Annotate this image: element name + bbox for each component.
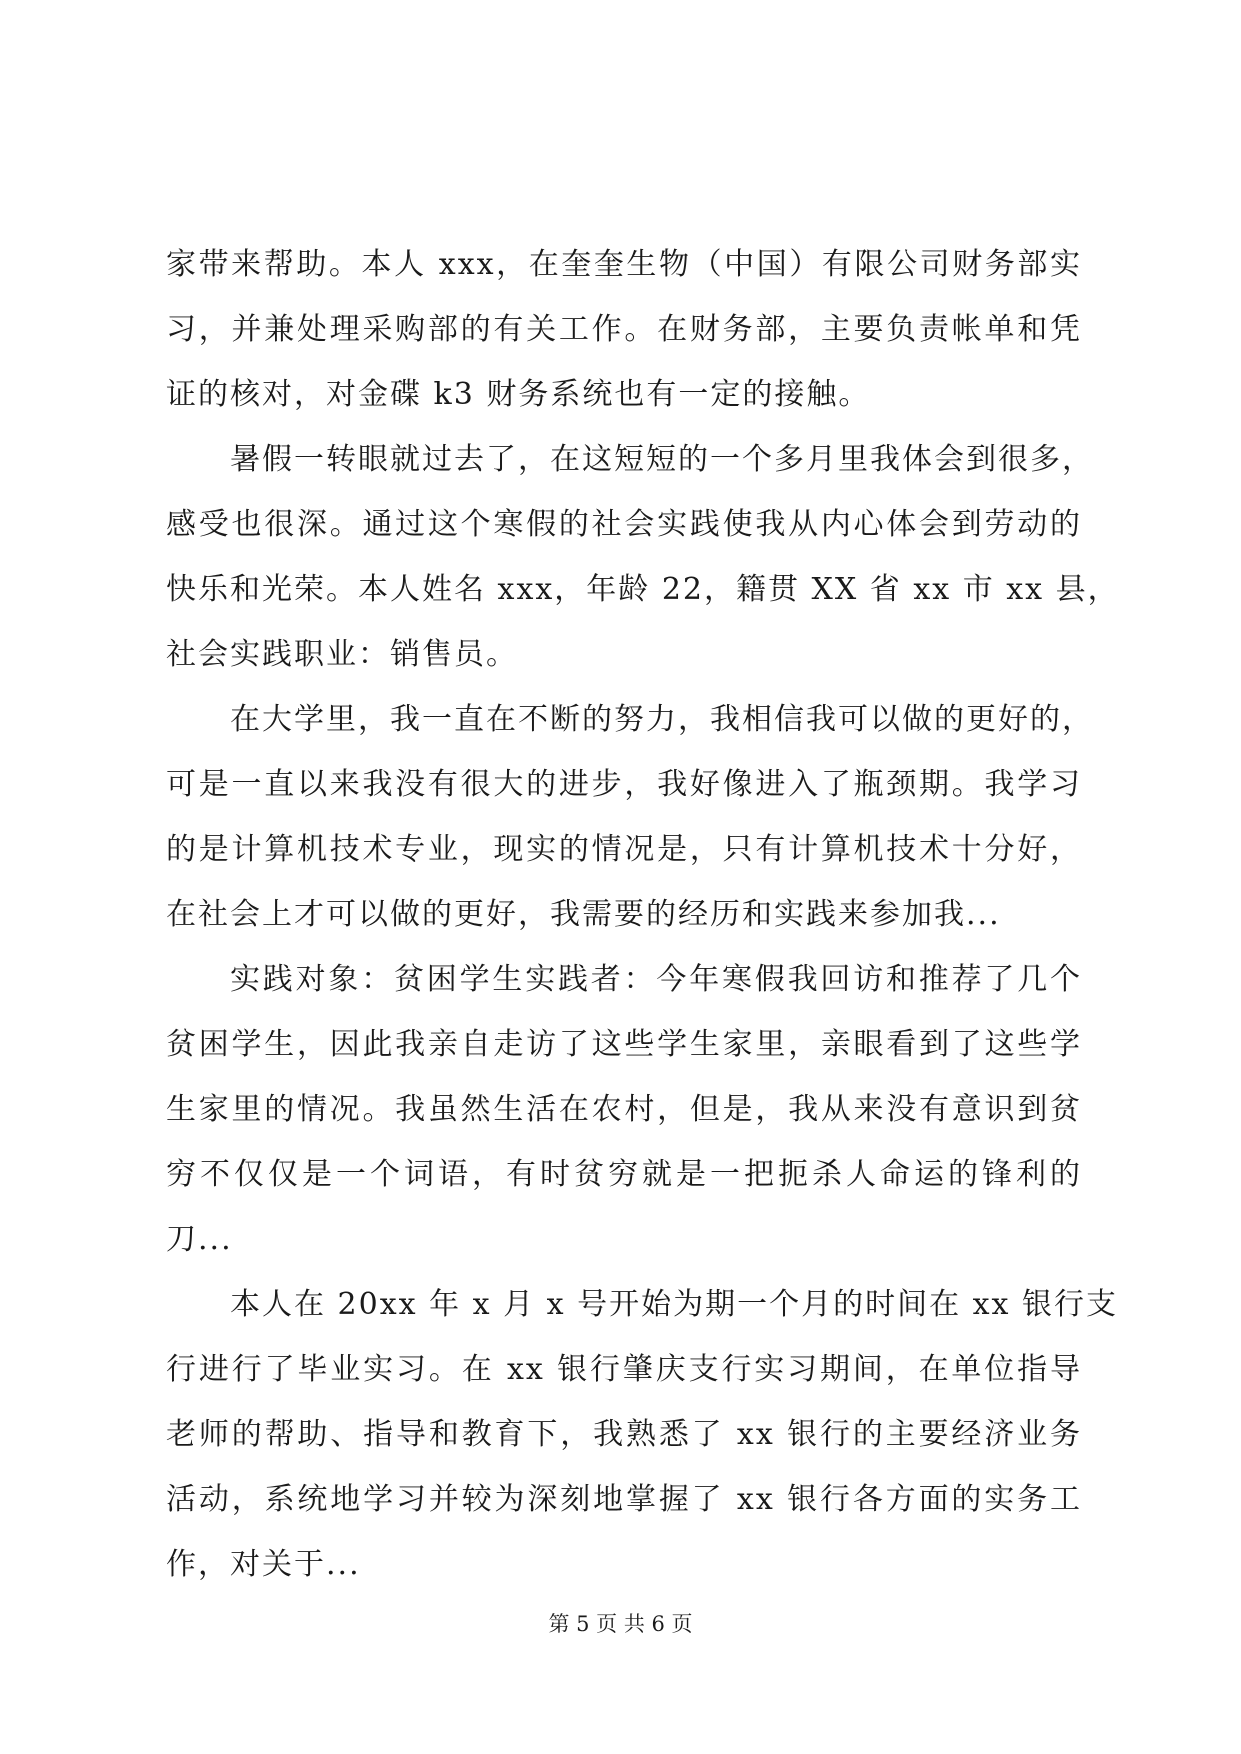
document-body — [166, 232, 1120, 1597]
paragraph-line: 本人在 20xx 年 x 月 x 号开始为期一个月的时间在 xx 银行支 — [230, 1287, 1118, 1322]
paragraph-line: 贫困学生，因此我亲自走访了这些学生家里，亲眼看到了这些学 — [166, 1027, 1082, 1062]
paragraph-line: 的是计算机技术专业，现实的情况是，只有计算机技术十分好， — [166, 832, 1082, 867]
paragraph-line: 穷不仅仅是一个词语，有时贫穷就是一把扼杀人命运的锋利的 — [166, 1157, 1082, 1192]
paragraph-line: 感受也很深。通过这个寒假的社会实践使我从内心体会到劳动的 — [166, 507, 1082, 542]
paragraph-line: 在大学里，我一直在不断的努力，我相信我可以做的更好的， — [230, 702, 1094, 737]
paragraph-line: 可是一直以来我没有很大的进步，我好像进入了瓶颈期。我学习 — [166, 767, 1082, 802]
paragraph-2 — [166, 427, 1120, 687]
paragraph-4 — [166, 947, 1082, 1272]
paragraph-3 — [166, 687, 1094, 947]
paragraph-line: 作，对关于... — [166, 1547, 361, 1582]
paragraph-5 — [166, 1272, 1118, 1597]
paragraph-1 — [166, 232, 1082, 427]
paragraph-line: 实践对象：贫困学生实践者：今年寒假我回访和推荐了几个 — [230, 962, 1082, 997]
paragraph-line: 快乐和光荣。本人姓名 xxx，年龄 22，籍贯 XX 省 xx 市 xx 县， — [166, 572, 1120, 607]
paragraph-line: 生家里的情况。我虽然生活在农村，但是，我从来没有意识到贫 — [166, 1092, 1082, 1127]
paragraph-line: 老师的帮助、指导和教育下，我熟悉了 xx 银行的主要经济业务 — [166, 1417, 1082, 1452]
paragraph-line: 行进行了毕业实习。在 xx 银行肇庆支行实习期间，在单位指导 — [166, 1352, 1082, 1387]
paragraph-line: 活动，系统地学习并较为深刻地掌握了 xx 银行各方面的实务工 — [166, 1482, 1082, 1517]
page-number-footer: 第 5 页 共 6 页 — [548, 1612, 693, 1636]
paragraph-line: 证的核对，对金碟 k3 财务系统也有一定的接触。 — [166, 377, 871, 412]
paragraph-line: 暑假一转眼就过去了，在这短短的一个多月里我体会到很多， — [230, 442, 1094, 477]
paragraph-line: 刀... — [166, 1222, 233, 1257]
paragraph-line: 家带来帮助。本人 xxx，在奎奎生物（中国）有限公司财务部实 — [166, 247, 1082, 282]
paragraph-line: 在社会上才可以做的更好，我需要的经历和实践来参加我... — [166, 897, 1001, 932]
paragraph-line: 习，并兼处理采购部的有关工作。在财务部，主要负责帐单和凭 — [166, 312, 1082, 347]
paragraph-line: 社会实践职业：销售员。 — [166, 637, 518, 672]
